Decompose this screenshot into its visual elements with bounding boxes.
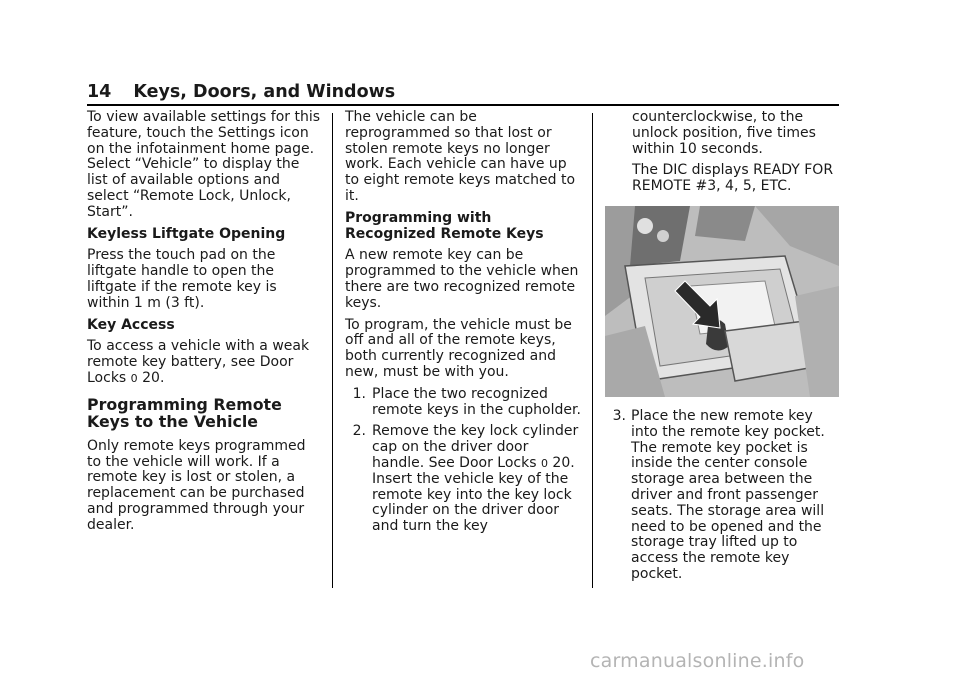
step-text: [372, 424, 581, 535]
page-number: 14: [87, 82, 112, 102]
step-number: 2.: [352, 423, 366, 440]
section-heading-programming: Programming Remote Keys to the Vehicle: [87, 394, 282, 432]
console-illustration: [605, 206, 839, 397]
step-text: Place the two recognized remote keys in the cupholder.: [372, 385, 581, 418]
column-divider-1: [332, 113, 333, 588]
step-2: [345, 424, 581, 535]
subheading-recognized-keys: Programming with Recognized Remote Keys: [345, 209, 544, 242]
reprogram-paragraph: The vehicle can be reprogrammed so that lost or stolen remote keys no longer work. Each vehicle can have up to eight remote keys matched to it.: [345, 109, 576, 204]
program-requirements-paragraph: To program, the vehicle must be off and all of the remote keys, both currently recognized and new, must be with you.: [345, 316, 572, 380]
subheading-keyless-liftgate: Keyless Liftgate Opening: [87, 225, 286, 242]
page-ref-icon: 0: [540, 456, 548, 470]
dic-display-paragraph: The DIC displays READY FOR REMOTE #3, 4, 5, ETC.: [632, 162, 834, 195]
watermark: carmanualsonline.info: [590, 650, 805, 672]
column-2: [345, 110, 581, 541]
new-key-paragraph: A new remote key can be programmed to the vehicle when there are two recognized remote keys.: [345, 247, 579, 311]
key-access-text: To access a vehicle with a weak remote key battery, see Door Locks: [87, 338, 310, 386]
key-access-paragraph: [87, 339, 323, 386]
console-key-pocket-image: [605, 206, 839, 397]
column-1: [87, 110, 323, 540]
settings-paragraph: To view available settings for this feature, touch the Settings icon on the infotainment home page. Select “Vehicle” to display the list of available options and select “Remote Lock, Unlock, Start”.: [87, 109, 321, 220]
section-title: Keys, Doors, and Windows: [133, 82, 396, 102]
step-number: 3.: [612, 407, 626, 424]
door-locks-link[interactable]: 20.: [142, 369, 165, 386]
step-1: [345, 387, 581, 419]
column-divider-2: [592, 113, 593, 588]
programming-intro-paragraph: Only remote keys programmed to the vehicle will work. If a remote key is lost or stolen, a replacement can be purchased and programmed through your dealer.: [87, 437, 306, 533]
step-text: Place the new remote key into the remote key pocket. The remote key pocket is inside the center console storage area between the driver and front passenger seats. The storage area will need to be opened and the storage tray lifted up to access the remote key pocket.: [631, 407, 825, 582]
page-ref-icon: 0: [130, 371, 138, 385]
continued-step-paragraph: counterclockwise, to the unlock position, five times within 10 seconds.: [632, 109, 816, 157]
subheading-key-access: Key Access: [87, 316, 175, 333]
step-2-text-a: Remove the key lock cylinder cap on the driver door handle. See Door Locks: [372, 423, 579, 471]
step-2-text-b: 20. Insert the vehicle key of the remote key into the key lock cylinder on the driver door and turn the key: [372, 454, 575, 535]
liftgate-paragraph: Press the touch pad on the liftgate handle to open the liftgate if the remote key is within 1 m (3 ft).: [87, 247, 277, 311]
step-number: 1.: [352, 385, 366, 402]
column-3: [605, 110, 841, 589]
page-header: [87, 82, 839, 106]
step-3: [605, 409, 841, 583]
